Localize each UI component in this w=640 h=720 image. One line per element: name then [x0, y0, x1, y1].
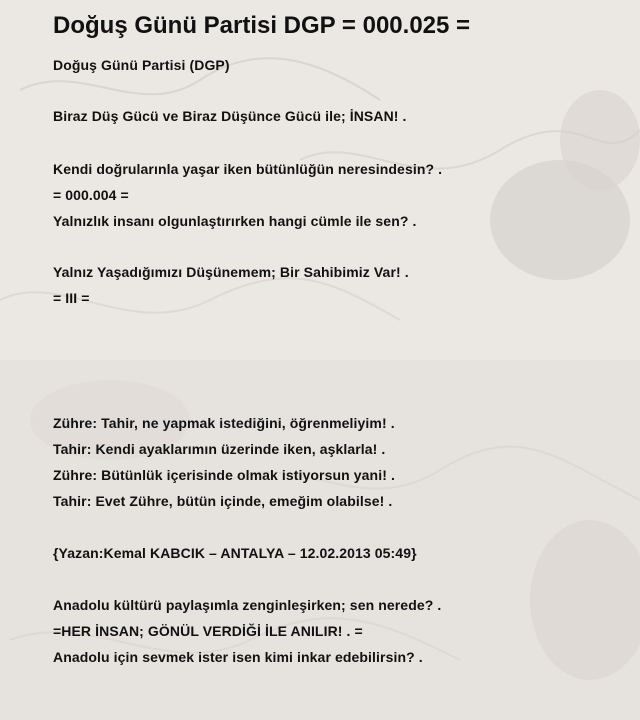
text-line: Yalnız Yaşadığımızı Düşünemem; Bir Sahibimiz Var! . — [53, 264, 409, 280]
dialogue-line: Tahir: Evet Zühre, bütün içinde, emeğim olabilse! . — [53, 493, 393, 509]
text-line: = III = — [53, 290, 90, 306]
dialogue-line: Tahir: Kendi ayaklarımın üzerinde iken, aşklarla! . — [53, 441, 386, 457]
text-line: Anadolu kültürü paylaşımla zenginleşirken; sen nerede? . — [53, 597, 442, 613]
author-signature: {Yazan:Kemal KABCIK – ANTALYA – 12.02.2013 05:49} — [53, 545, 417, 561]
page-title: Doğuş Günü Partisi DGP = 000.025 = — [53, 12, 471, 39]
text-line: =HER İNSAN; GÖNÜL VERDİĞİ İLE ANILIR! . = — [53, 623, 363, 639]
text-line: Biraz Düş Gücü ve Biraz Düşünce Gücü ile; İNSAN! . — [53, 108, 407, 124]
text-line: Anadolu için sevmek ister isen kimi inkar edebilirsin? . — [53, 649, 423, 665]
text-line: = 000.004 = — [53, 187, 129, 203]
dialogue-line: Zühre: Bütünlük içerisinde olmak istiyorsun yani! . — [53, 467, 395, 483]
text-line: Yalnızlık insanı olgunlaştırırken hangi cümle ile sen? . — [53, 213, 417, 229]
subtitle: Doğuş Günü Partisi (DGP) — [53, 57, 230, 73]
text-line: Kendi doğrularınla yaşar iken bütünlüğün neresindesin? . — [53, 161, 443, 177]
dialogue-line: Zühre: Tahir, ne yapmak istediğini, öğrenmeliyim! . — [53, 415, 395, 431]
